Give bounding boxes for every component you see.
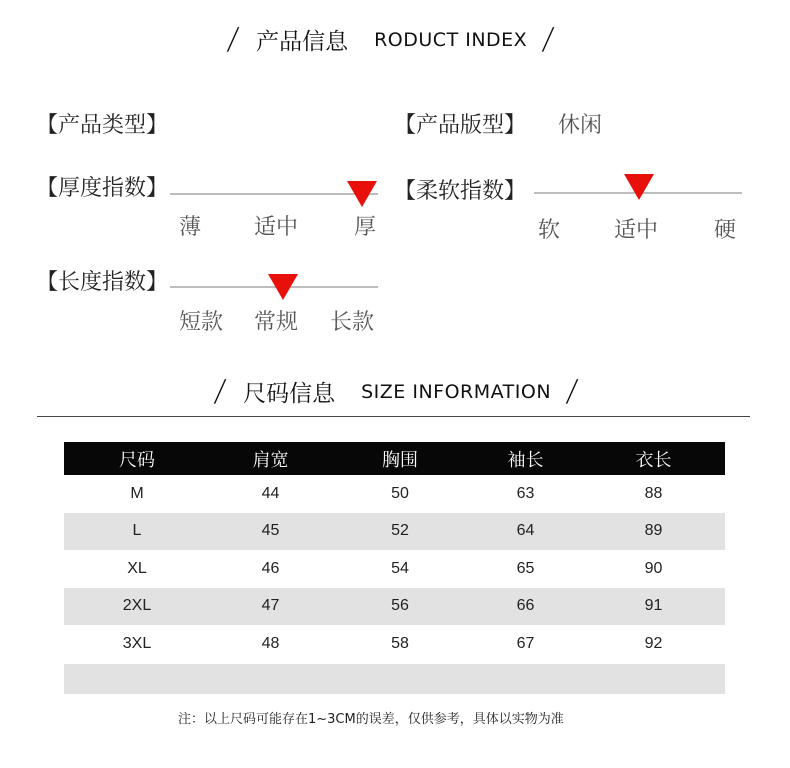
size-table — [64, 442, 725, 663]
softness-tick-hard: 硬 — [714, 218, 737, 243]
title-slash-right: / — [540, 22, 556, 57]
cell-chest: 52 — [331, 513, 469, 551]
table-empty-row — [64, 664, 725, 694]
thickness-marker-icon — [347, 181, 377, 207]
cell-length: 92 — [644, 634, 663, 652]
cell-shoulder: 46 — [261, 559, 280, 577]
table-row — [64, 513, 725, 551]
table-header-row — [64, 442, 725, 475]
softness-label: 【柔软指数】 — [394, 179, 527, 204]
softness-tick-soft: 软 — [538, 218, 561, 243]
header-size: 尺码 — [64, 442, 210, 475]
length-tick-short: 短款 — [179, 310, 224, 335]
thickness-tick-thick: 厚 — [354, 215, 377, 240]
softness-tick-medium: 适中 — [614, 218, 659, 243]
title-slash-left: / — [212, 374, 228, 409]
cell-length: 89 — [582, 513, 725, 551]
thickness-tick-thin: 薄 — [179, 215, 202, 240]
section-divider — [37, 416, 750, 417]
cell-sleeve: 65 — [516, 559, 535, 577]
product-fit-label: 【产品版型】 — [394, 113, 527, 138]
cell-shoulder: 47 — [210, 588, 331, 626]
length-tick-long: 长款 — [330, 310, 375, 335]
table-row — [64, 475, 725, 513]
cell-sleeve: 63 — [516, 484, 535, 502]
cell-length: 88 — [644, 484, 663, 502]
size-note: 注：以上尺码可能存在1~3CM的误差，仅供参考，具体以实物为准 — [178, 712, 564, 727]
cell-size: M — [130, 484, 144, 502]
title-slash-left: / — [225, 22, 241, 57]
product-type-label: 【产品类型】 — [36, 113, 169, 138]
cell-shoulder: 45 — [210, 513, 331, 551]
title-slash-right: / — [564, 374, 580, 409]
product-info-title-en: RODUCT INDEX — [374, 28, 528, 51]
product-info-title-cn: 产品信息 — [256, 29, 349, 55]
softness-marker-icon — [624, 174, 654, 200]
length-marker-icon — [268, 274, 298, 300]
length-label: 【长度指数】 — [36, 270, 169, 295]
cell-shoulder: 44 — [261, 484, 280, 502]
product-info-title — [225, 22, 556, 57]
header-length: 衣长 — [582, 442, 725, 475]
header-shoulder: 肩宽 — [210, 442, 331, 475]
table-row — [64, 550, 725, 588]
header-sleeve: 袖长 — [469, 442, 582, 475]
cell-chest: 58 — [391, 634, 409, 652]
cell-chest: 56 — [331, 588, 469, 626]
size-info-title-en: SIZE INFORMATION — [361, 380, 552, 403]
cell-chest: 54 — [391, 559, 409, 577]
thickness-tick-medium: 适中 — [254, 215, 299, 240]
product-fit-value: 休闲 — [558, 113, 603, 138]
cell-size: XL — [127, 559, 147, 577]
cell-size: 2XL — [64, 588, 210, 626]
cell-sleeve: 67 — [516, 634, 535, 652]
cell-sleeve: 66 — [469, 588, 582, 626]
table-row — [64, 588, 725, 626]
table-row — [64, 625, 725, 663]
size-info-title — [212, 374, 580, 409]
cell-size: L — [64, 513, 210, 551]
size-info-title-cn: 尺码信息 — [243, 381, 336, 407]
cell-size: 3XL — [122, 634, 152, 652]
length-tick-regular: 常规 — [254, 310, 299, 335]
cell-chest: 50 — [391, 484, 409, 502]
header-chest: 胸围 — [331, 442, 469, 475]
thickness-label: 【厚度指数】 — [36, 176, 169, 201]
cell-length: 91 — [582, 588, 725, 626]
cell-sleeve: 64 — [469, 513, 582, 551]
cell-shoulder: 48 — [261, 634, 280, 652]
cell-length: 90 — [644, 559, 663, 577]
